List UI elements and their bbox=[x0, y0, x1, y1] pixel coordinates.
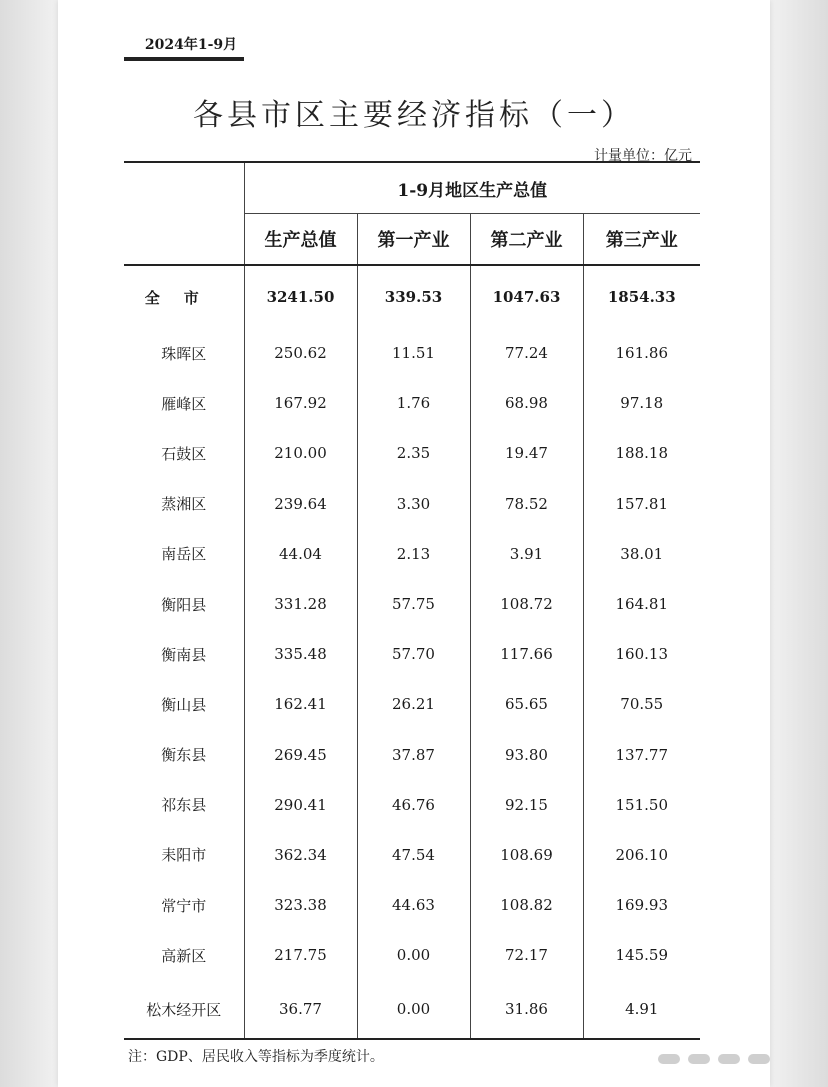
table-row bbox=[124, 980, 700, 1039]
row-name: 雁峰区 bbox=[161, 394, 207, 413]
period-underline bbox=[124, 57, 244, 61]
row-name: 高新区 bbox=[161, 946, 207, 965]
cell-value: 137.77 bbox=[583, 730, 700, 780]
cell-value: 0.00 bbox=[357, 980, 470, 1039]
cell-value: 1.76 bbox=[357, 378, 470, 428]
row-name: 衡东县 bbox=[161, 746, 207, 765]
cell-value: 70.55 bbox=[583, 679, 700, 729]
cell-value: 108.82 bbox=[470, 880, 583, 930]
stub-header bbox=[124, 162, 244, 265]
table-row-total bbox=[124, 265, 700, 328]
cell-value: 31.86 bbox=[470, 980, 583, 1039]
cell-value: 250.62 bbox=[244, 328, 357, 378]
cell-value: 290.41 bbox=[244, 780, 357, 830]
table-row bbox=[124, 679, 700, 729]
cell-value: 37.87 bbox=[357, 730, 470, 780]
row-name: 衡山县 bbox=[161, 695, 207, 714]
cell-value: 2.13 bbox=[357, 529, 470, 579]
row-name: 常宁市 bbox=[161, 896, 207, 915]
cell-value: 339.53 bbox=[357, 265, 470, 328]
cell-value: 68.98 bbox=[470, 378, 583, 428]
indicator-table bbox=[124, 161, 700, 1040]
cell-value: 93.80 bbox=[470, 730, 583, 780]
cell-value: 331.28 bbox=[244, 579, 357, 629]
table-row bbox=[124, 378, 700, 428]
table-row bbox=[124, 328, 700, 378]
row-name: 祁东县 bbox=[161, 796, 207, 815]
cell-value: 57.75 bbox=[357, 579, 470, 629]
row-name: 珠晖区 bbox=[161, 344, 207, 363]
cell-value: 161.86 bbox=[583, 328, 700, 378]
table-row bbox=[124, 428, 700, 478]
cell-value: 3.30 bbox=[357, 479, 470, 529]
cell-value: 188.18 bbox=[583, 428, 700, 478]
cell-value: 164.81 bbox=[583, 579, 700, 629]
column-header: 第二产业 bbox=[470, 214, 583, 266]
cell-value: 210.00 bbox=[244, 428, 357, 478]
cell-value: 3241.50 bbox=[244, 265, 357, 328]
cell-value: 117.66 bbox=[470, 629, 583, 679]
table-row bbox=[124, 479, 700, 529]
cell-value: 217.75 bbox=[244, 930, 357, 980]
cell-value: 26.21 bbox=[357, 679, 470, 729]
cell-value: 108.72 bbox=[470, 579, 583, 629]
unit-label: 计量单位：亿元 bbox=[594, 148, 692, 164]
footnote: 注：GDP、居民收入等指标为季度统计。 bbox=[128, 1049, 384, 1065]
cell-value: 157.81 bbox=[583, 479, 700, 529]
table-row bbox=[124, 579, 700, 629]
row-name: 松木经开区 bbox=[124, 980, 244, 1039]
cell-value: 46.76 bbox=[357, 780, 470, 830]
table-row bbox=[124, 930, 700, 980]
cell-value: 167.92 bbox=[244, 378, 357, 428]
cell-value: 44.63 bbox=[357, 880, 470, 930]
cell-value: 72.17 bbox=[470, 930, 583, 980]
document-page bbox=[58, 0, 770, 1087]
cell-value: 1854.33 bbox=[583, 265, 700, 328]
row-name: 南岳区 bbox=[161, 545, 207, 564]
watermark-decoration bbox=[658, 1048, 808, 1070]
table-row bbox=[124, 730, 700, 780]
cell-value: 78.52 bbox=[470, 479, 583, 529]
cell-value: 36.77 bbox=[244, 980, 357, 1039]
cell-value: 335.48 bbox=[244, 629, 357, 679]
cell-value: 1047.63 bbox=[470, 265, 583, 328]
row-name: 全市 bbox=[144, 288, 223, 307]
column-header: 生产总值 bbox=[244, 214, 357, 266]
cell-value: 4.91 bbox=[583, 980, 700, 1039]
group-header: 1-9月地区生产总值 bbox=[244, 162, 700, 214]
cell-value: 145.59 bbox=[583, 930, 700, 980]
column-header: 第三产业 bbox=[583, 214, 700, 266]
background-right bbox=[770, 0, 828, 1087]
table-row bbox=[124, 830, 700, 880]
cell-value: 2.35 bbox=[357, 428, 470, 478]
cell-value: 92.15 bbox=[470, 780, 583, 830]
cell-value: 239.64 bbox=[244, 479, 357, 529]
table-row bbox=[124, 529, 700, 579]
page-title: 各县市区主要经济指标（一） bbox=[193, 98, 635, 133]
column-header: 第一产业 bbox=[357, 214, 470, 266]
row-name: 衡阳县 bbox=[161, 595, 207, 614]
cell-value: 57.70 bbox=[357, 629, 470, 679]
cell-value: 0.00 bbox=[357, 930, 470, 980]
period-label: 2024年1-9月 bbox=[144, 37, 238, 53]
cell-value: 77.24 bbox=[470, 328, 583, 378]
cell-value: 11.51 bbox=[357, 328, 470, 378]
cell-value: 44.04 bbox=[244, 529, 357, 579]
cell-value: 38.01 bbox=[583, 529, 700, 579]
background-left bbox=[0, 0, 58, 1087]
cell-value: 151.50 bbox=[583, 780, 700, 830]
row-name: 衡南县 bbox=[161, 645, 207, 664]
table-row bbox=[124, 780, 700, 830]
cell-value: 169.93 bbox=[583, 880, 700, 930]
cell-value: 269.45 bbox=[244, 730, 357, 780]
cell-value: 206.10 bbox=[583, 830, 700, 880]
cell-value: 47.54 bbox=[357, 830, 470, 880]
cell-value: 65.65 bbox=[470, 679, 583, 729]
cell-value: 162.41 bbox=[244, 679, 357, 729]
cell-value: 323.38 bbox=[244, 880, 357, 930]
row-name: 石鼓区 bbox=[161, 444, 207, 463]
table-row bbox=[124, 880, 700, 930]
table-row bbox=[124, 629, 700, 679]
cell-value: 3.91 bbox=[470, 529, 583, 579]
cell-value: 362.34 bbox=[244, 830, 357, 880]
cell-value: 97.18 bbox=[583, 378, 700, 428]
cell-value: 160.13 bbox=[583, 629, 700, 679]
cell-value: 108.69 bbox=[470, 830, 583, 880]
row-name: 耒阳市 bbox=[161, 846, 207, 865]
cell-value: 19.47 bbox=[470, 428, 583, 478]
row-name: 蒸湘区 bbox=[161, 495, 207, 514]
